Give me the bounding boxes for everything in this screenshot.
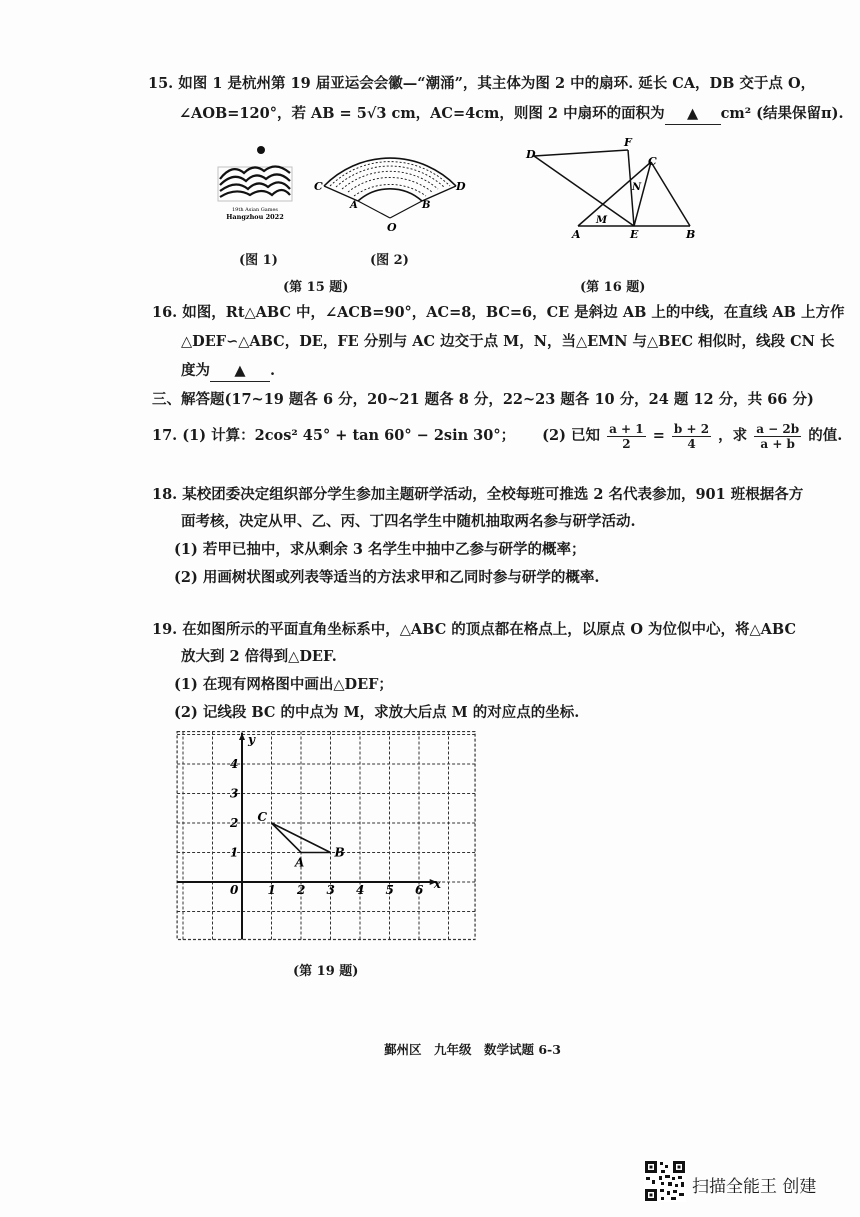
page-footer: 鄞州区 九年级 数学试题 6-3 [384,1042,561,1057]
scanner-watermark: 扫描全能王 创建 [692,1177,817,1197]
q16-label-m: M [596,215,608,226]
q16-line3 [181,361,275,382]
x-tick-label: 2 [297,883,306,897]
fig1-caption: (图 1) [239,253,278,268]
q16-figure [520,130,705,240]
q18-line2: 面考核，决定从甲、乙、丙、丁四名学生中随机抽取两名参与研学活动. [181,513,636,530]
q16-line1: 16. 如图，Rt△ABC 中，∠ACB=90°，AC=8，BC=6，CE 是斜边 AB 上的中线，在直线 AB 上方作 [152,304,845,321]
q15-answer-blank: ▲ [665,104,721,125]
q16-caption: (第 16 题) [580,280,646,295]
q15-line1: 15. 如图 1 是杭州第 19 届亚运会会徽—“潮涌”，其主体为图 2 中的扇环. 延长 CA，DB 交于点 O， [148,75,816,92]
fig2-label-c: C [314,180,323,193]
point-label-c: C [257,810,268,824]
q19-line2: 放大到 2 倍得到△DEF. [181,648,337,665]
x-tick-label: 5 [385,883,394,897]
sector-ring-figure [310,134,470,234]
q19-line1: 19. 在如图所示的平面直角坐标系中，△ABC 的顶点都在格点上，以原点 O 为位似中心，将△ABC [152,621,796,638]
fig2-label-o: O [387,221,397,234]
point-label-a: A [295,855,305,870]
q19-line4: (2) 记线段 BC 的中点为 M，求放大后点 M 的对应点的坐标. [174,704,580,721]
x-axis-label: x [433,877,441,891]
x-tick-label: 6 [415,883,424,897]
q15-line2-a: ∠AOB=120°，若 AB = 5√3 cm，AC=4cm，则图 2 中扇环的面积为 [179,105,665,122]
q19-caption: (第 19 题) [293,964,359,979]
q17-frac2: $\frac{b + 2}{4}$ [673,421,710,451]
logo-text-line2: Hangzhou 2022 [226,213,284,221]
q17-frac3: $\frac{a - 2b}{a + b}$ [756,421,800,451]
q16-label-e: E [630,228,639,240]
q18-line1: 18. 某校团委决定组织部分学生参加主题研学活动，全校每班可推选 2 名代表参加，901 班根据各方 [152,486,804,503]
y-tick-label: 4 [230,757,239,771]
origin-label: 0 [230,883,239,897]
y-axis-label: y [248,732,255,747]
q17-part2-a: (2) 已知 [542,427,601,444]
q18-line4: (2) 用画树状图或列表等适当的方法求甲和乙同时参与研学的概率. [174,569,600,586]
y-tick-label: 1 [230,845,239,860]
x-tick-label: 4 [356,883,365,897]
q16-answer-blank: ▲ [210,361,270,382]
qr-code-icon [644,1160,686,1202]
fig2-label-d: D [456,180,466,193]
grid-border [177,732,475,940]
q16-line3-a: 度为 [181,362,210,379]
q18-line3: (1) 若甲已抽中，求从剩余 3 名学生中抽中乙参与研学的概率； [174,541,586,558]
fig2-label-a: A [350,200,358,211]
x-tick-label: 1 [267,883,276,897]
q16-label-b: B [686,228,696,240]
q16-label-a: A [572,228,581,240]
y-tick-label: 2 [230,816,239,830]
q17-line [152,421,842,451]
q17-frac1: $\frac{a + 1}{2}$ [609,421,644,451]
q19-line3: (1) 在现有网格图中画出△DEF； [174,676,393,693]
y-tick-label: 3 [230,786,239,801]
q16-label-f: F [624,136,632,149]
q17-part2-b: ，求 [718,427,748,444]
point-label-b: B [334,845,345,860]
logo-text-line1: 19th Asian Games [232,207,278,213]
fig2-caption: (图 2) [370,253,409,268]
section-3-heading: 三、解答题(17~19 题各 6 分，20~21 题各 8 分，22~23 题各 10 分，24 题 12 分，共 66 分) [152,391,814,408]
q16-label-n: N [632,182,642,193]
fig2-label-b: B [422,200,431,211]
x-tick-label: 3 [326,883,335,897]
q15-caption: (第 15 题) [283,280,349,295]
q16-line2: △DEF∽△ABC，DE，FE 分别与 AC 边交于点 M，N，当△EMN 与△BEC 相似时，线段 CN 长 [181,333,835,350]
q15-line2-b: cm² (结果保留π). [720,105,844,122]
q16-line3-b: . [270,362,276,379]
q17-part1: 17. (1) 计算：2cos² 45° + tan 60° − 2sin 30°； [152,427,516,444]
q16-label-c: C [648,155,657,168]
asian-games-logo [212,143,302,225]
q15-line2 [179,104,844,125]
q17-part2-c: 的值. [808,427,843,444]
q16-label-d: D [526,148,536,161]
q17-eq: = [652,427,665,444]
coordinate-grid [176,730,481,950]
